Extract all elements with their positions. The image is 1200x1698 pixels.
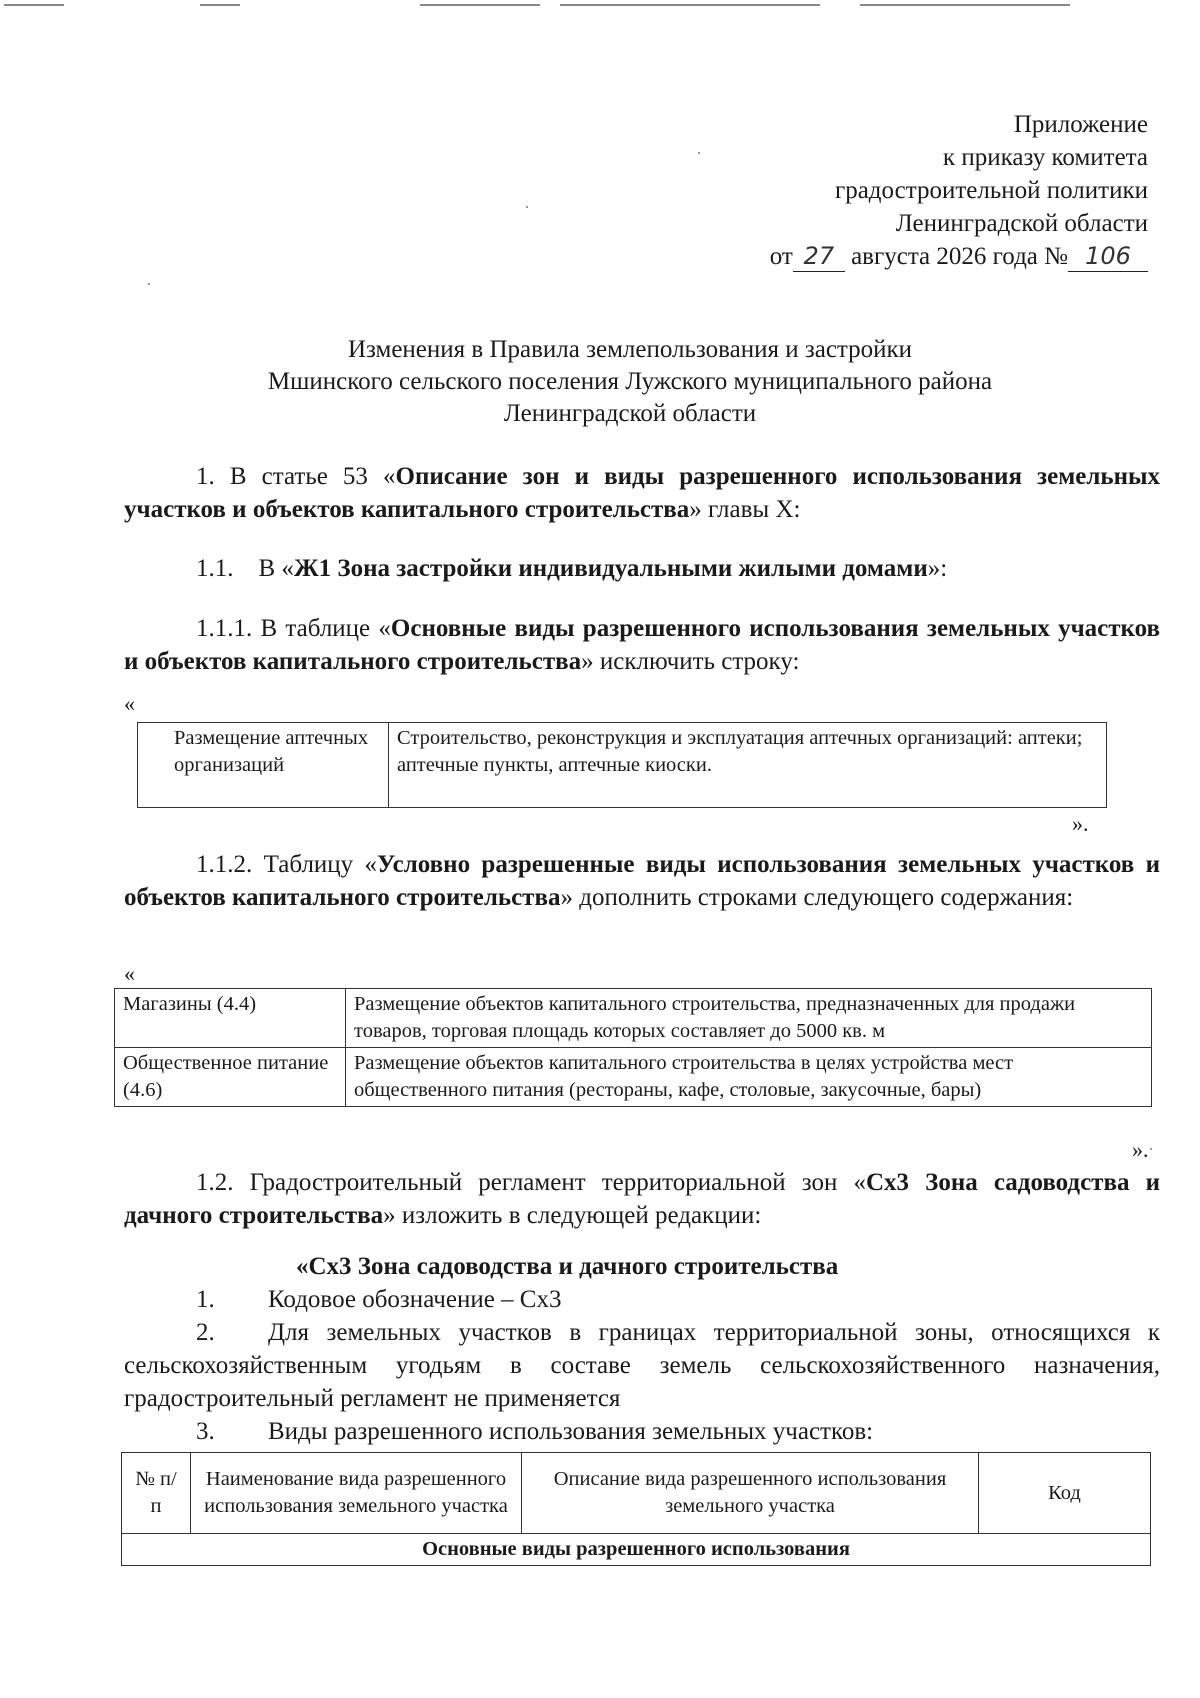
paragraph-bold-text: Сх3 Зона садоводства и дачного строительства bbox=[124, 1169, 1160, 1229]
appendix-line: Приложение bbox=[1013, 111, 1148, 138]
table-row bbox=[115, 989, 1152, 1048]
paragraph-bold-text: Условно разрешенные виды использования земельных участков и объектов капитального строительства bbox=[124, 851, 1161, 911]
quote-close: ». bbox=[1072, 811, 1089, 836]
appendix-line: Ленинградской области bbox=[895, 210, 1148, 237]
paragraph-1-1-2 bbox=[124, 848, 1160, 914]
column-header-name: Наименование вида разрешенного использования земельного участка bbox=[191, 1453, 522, 1534]
paragraph-bold-text: Основные виды разрешенного использования земельных участков и объектов капитального строительства bbox=[124, 615, 1161, 675]
paragraph-1-2 bbox=[124, 1166, 1160, 1232]
zone-items-list bbox=[124, 1283, 1160, 1448]
paragraph-text: » исключить строку: bbox=[581, 648, 800, 675]
paragraph-1-1-1 bbox=[124, 612, 1160, 678]
handwritten-order-number: 106 bbox=[1068, 241, 1148, 272]
table-cell-description: Строительство, реконструкция и эксплуатация аптечных организаций: аптеки; аптечные пункты, аптечные киоски. bbox=[389, 723, 1107, 808]
paragraph-1 bbox=[124, 460, 1160, 526]
table-row bbox=[138, 723, 1107, 808]
paragraph-text: » главы X: bbox=[689, 496, 801, 523]
column-header-description: Описание вида разрешенного использования земельного участка bbox=[522, 1453, 979, 1534]
scan-speck bbox=[698, 152, 700, 154]
appendix-date-line bbox=[770, 240, 1148, 273]
table-excluded-row bbox=[137, 722, 1107, 808]
date-prefix: от bbox=[769, 243, 793, 270]
quote-close: ». bbox=[1132, 1137, 1149, 1162]
list-item-text: Для земельных участков в границах территориальной зоны, относящихся к сельскохозяйственным угодьям в составе земель сельскохозяйственного назначения, градостроительный регламент не применяется bbox=[124, 1319, 1160, 1412]
scan-edge-artifact bbox=[0, 0, 1200, 8]
list-item-number: 1. bbox=[196, 1286, 215, 1313]
scan-speck bbox=[1150, 1148, 1152, 1150]
table-cell-name: Общественное питание (4.6) bbox=[115, 1048, 346, 1107]
column-header-code: Код bbox=[979, 1453, 1151, 1534]
title-line: Изменения в Правила землепользования и застройки bbox=[347, 336, 913, 363]
paragraph-text: » дополнить строками следующего содержания: bbox=[560, 884, 1074, 911]
paragraph-text: 1.1. В « bbox=[196, 555, 294, 582]
paragraph-bold-text: Ж1 Зона застройки индивидуальными жилыми домами bbox=[293, 555, 928, 582]
paragraph-text: 1.1.2. Таблицу « bbox=[196, 851, 378, 878]
scan-speck bbox=[526, 206, 528, 208]
handwritten-day: 27 bbox=[793, 241, 845, 272]
date-month-year: августа 2026 года № bbox=[851, 243, 1068, 270]
quote-open: « bbox=[124, 691, 135, 716]
table-cell-description: Размещение объектов капитального строительства, предназначенных для продажи товаров, торговая площадь которых составляет до 5000 кв. м bbox=[346, 989, 1152, 1048]
list-item-text: Кодовое обозначение – Сх3 bbox=[268, 1286, 562, 1313]
appendix-line: градостроительной политики bbox=[834, 177, 1148, 204]
paragraph-text: 1.1.1. В таблице « bbox=[196, 615, 391, 642]
table-cell-description: Размещение объектов капитального строительства в целях устройства мест общественного питания (рестораны, кафе, столовые, закусочные, бары) bbox=[346, 1048, 1152, 1107]
paragraph-text: »: bbox=[927, 555, 948, 582]
zone-heading: «Сх3 Зона садоводства и дачного строительства bbox=[296, 1253, 839, 1280]
list-item-number: 2. bbox=[196, 1319, 215, 1346]
table-header-row bbox=[122, 1453, 1151, 1534]
paragraph-bold-text: Описание зон и виды разрешенного использования земельных участков и объектов капитального строительства bbox=[124, 463, 1160, 523]
title-line: Мшинского сельского поселения Лужского муниципального района bbox=[267, 368, 993, 395]
list-item bbox=[124, 1415, 1160, 1448]
column-header-number: № п/п bbox=[122, 1453, 191, 1534]
table-cell-name: Размещение аптечных организаций bbox=[138, 723, 389, 808]
appendix-line: к приказу комитета bbox=[942, 144, 1148, 171]
list-item bbox=[124, 1283, 1160, 1316]
table-cell-name: Магазины (4.4) bbox=[115, 989, 346, 1048]
table-section-row bbox=[122, 1534, 1151, 1566]
document-title bbox=[100, 334, 1160, 430]
list-item-number: 3. bbox=[196, 1418, 215, 1445]
table-permitted-uses bbox=[121, 1452, 1151, 1566]
scan-speck bbox=[148, 283, 150, 285]
paragraph-text: 1. В статье 53 « bbox=[196, 463, 396, 490]
table-row bbox=[115, 1048, 1152, 1107]
section-heading: Основные виды разрешенного использования bbox=[122, 1534, 1151, 1566]
title-line: Ленинградской области bbox=[503, 400, 757, 427]
appendix-header bbox=[770, 108, 1148, 273]
paragraph-text: 1.2. Градостроительный регламент территориальной зон « bbox=[196, 1169, 866, 1196]
paragraph-1-1 bbox=[124, 552, 1160, 585]
table-added-rows bbox=[114, 988, 1152, 1107]
paragraph-text: » изложить в следующей редакции: bbox=[383, 1202, 762, 1229]
list-item-text: Виды разрешенного использования земельных участков: bbox=[268, 1418, 874, 1445]
quote-open: « bbox=[124, 961, 135, 986]
list-item bbox=[124, 1316, 1160, 1415]
